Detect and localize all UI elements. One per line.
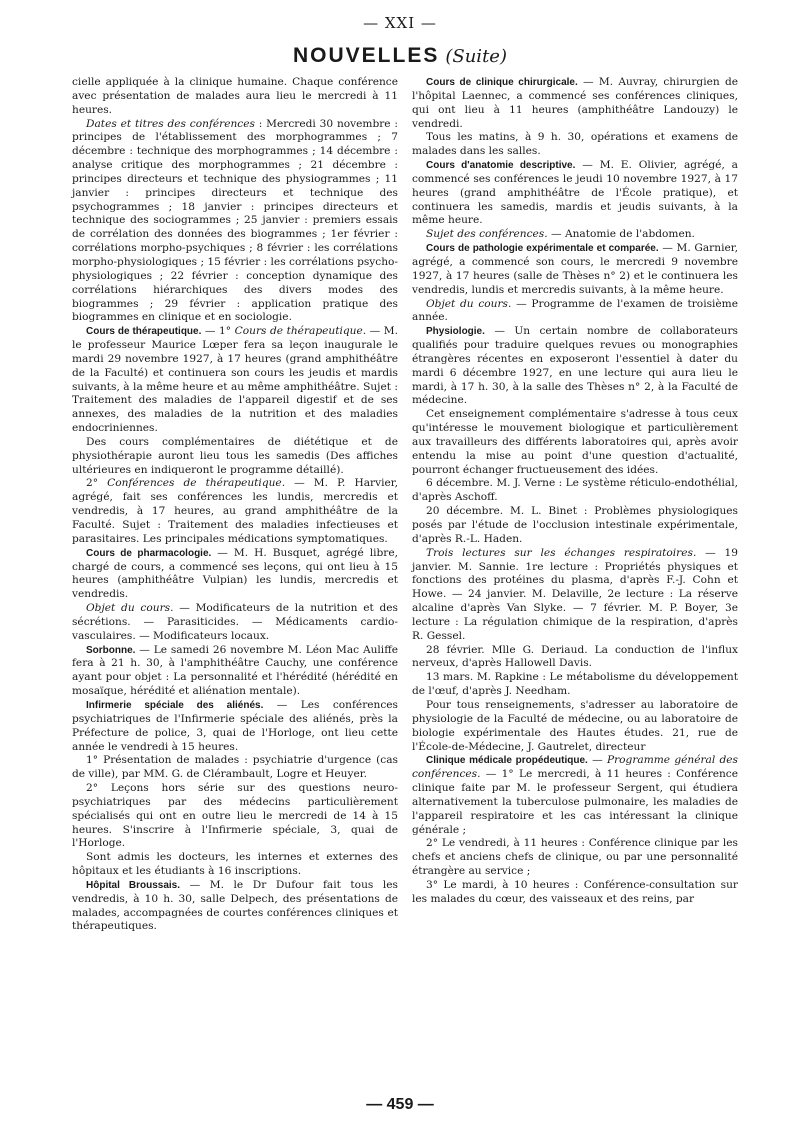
paragraph: 13 mars. M. Rapkine : Le métabolisme du développement de l'œuf, d'après J. Needham. <box>412 671 738 698</box>
italic-label: Conférences de thérapeutique. <box>107 477 286 490</box>
italic-label: Objet du cours. <box>426 297 512 310</box>
paragraph-text: — 1° Le mercredi, à 11 heures : Conférence clinique faite par M. le professeur Sergent, qui étudiera alternativement la tuberculose pulmonaire, les maladies de l'appareil respiratoire et les cas intéressant la clinique générale ; <box>412 768 738 836</box>
paragraph-text: : Mercredi 30 novembre : principes de l'établissement des morphogrammes ; 7 décembre : technique des morphogrammes ; 14 décembre : analyse critique des morphogrammes ; 21 décembre : principes directeurs et technique des physiogrammes ; 11 janvier : principes directeurs et technique des psychogrammes ; 18 janvier : principes directeurs et technique des sociogrammes ; 25 janvier : premiers essais de corrélation des données des biogrammes ; 1er février : corrélations morpho-psychiques ; 8 février : les corrélations morpho-physiologiques ; 15 février : les corrélations psycho-physiologiques ; 22 février : conception dynamique des corrélations hiérarchiques des divers modes des biogrammes ; 29 février : application pratique des biogrammes en clinique et en sociologie. <box>72 117 398 324</box>
paragraph: Tous les matins, à 9 h. 30, opérations et examens de malades dans les salles. <box>412 131 738 158</box>
title-subtitle: (Suite) <box>445 46 507 67</box>
paragraph-text: — Anatomie de l'abdomen. <box>547 228 695 241</box>
paragraph-text: — M. le Dr Dufour fait tous les vendredis, à 10 h. 30, salle Delpech, des présentations de malades, accompagnées de courtes conférences cliniques et thérapeutiques. <box>72 878 398 933</box>
paragraph-text: 2° <box>86 477 108 490</box>
paragraph <box>412 228 738 242</box>
paragraph-text: — M. Auvray, chirurgien de l'hôpital Laennec, a commencé ses conférences cliniques, qui ont lieu à 11 heures (amphithéâtre Landouzy) le vendredi. <box>412 76 738 130</box>
page-number: — 459 — <box>366 1096 434 1113</box>
paragraph-text: — Un certain nombre de collaborateurs qualifiés pour traduire quelques revues ou monographies étrangères récentes en exposeront l'essentiel à dater du mardi 6 décembre 1927, en une lecture qui aura lieu le mardi, à 17 h. 30, à la salle des Thèses n° 2, à la Faculté de médecine. <box>412 325 738 407</box>
paragraph-text: — <box>587 754 607 767</box>
paragraph: 3° Le mardi, à 10 heures : Conférence-consultation sur les malades du cœur, des vaisseaux et des reins, par <box>412 878 738 905</box>
section-heading: Cours de pharmacologie. <box>86 547 212 559</box>
section-heading: Sorbonne. <box>86 644 136 656</box>
right-column <box>412 76 738 907</box>
paragraph <box>412 242 738 297</box>
section-heading: Physiologie. <box>426 326 485 338</box>
paragraph <box>72 879 398 934</box>
paragraph-text: — Modificateurs de la nutrition et des sécrétions. — Parasiticides. — Médicaments cardio-vasculaires. — Modificateurs locaux. <box>72 602 398 642</box>
paragraph <box>412 76 738 131</box>
section-heading: Cours d'anatomie descriptive. <box>426 160 576 172</box>
section-heading: Clinique médicale propédeutique. <box>426 755 588 767</box>
paragraph <box>72 325 398 436</box>
italic-label: Programme général des conférences. <box>412 754 738 781</box>
paragraph: 1° Présentation de malades : psychiatrie d'urgence (cas de ville), par MM. G. de Clérambault, Logre et Heuyer. <box>72 754 398 781</box>
paragraph-text: — M. E. Olivier, agrégé, a commencé ses conférences le jeudi 10 novembre 1927, à 17 heures (grand amphithéâtre de l'École pratique), et continuera les samedis, mardis et jeudis suivants, à la même heure. <box>412 159 738 227</box>
paragraph <box>412 547 738 644</box>
left-column <box>72 76 398 934</box>
paragraph <box>72 602 398 644</box>
title-main: NOUVELLES <box>293 44 440 67</box>
paragraph <box>412 159 738 228</box>
section-heading: Hôpital Broussais. <box>86 879 181 891</box>
paragraph-text: — Les conférences psychiatriques de l'Infirmerie spéciale des aliénés, près la Préfecture de police, 3, quai de l'Horloge, ont lieu cette année le vendredi à 15 heures. <box>72 698 398 753</box>
paragraph: Cet enseignement complémentaire s'adresse à tous ceux qu'intéresse le mouvement biologique et particulièrement aux travailleurs des différents laboratoires qui, après avoir entendu la mise au point d'une question d'actualité, pourront échanger fructueusement des idées. <box>412 408 738 476</box>
paragraph: 20 décembre. M. L. Binet : Problèmes physiologiques posés par l'étude de l'occlusion intestinale expérimentale, d'après R.-L. Haden. <box>412 505 738 545</box>
paragraph-text: — Programme de l'examen de troisième année. <box>412 297 738 324</box>
paragraph-text: — M. le professeur Maurice Lœper fera sa leçon inaugurale le mardi 29 novembre 1927, à 17 heures (grand amphithéâtre de la Faculté) et continuera son cours les jeudis et mardis suivants, à la même heure et au même amphithéâtre. Sujet : Traitement des maladies de l'appareil digestif et de ses annexes, des maladies de la nutrition et des maladies endocriniennes. <box>72 325 399 435</box>
italic-label: Dates et titres des conférences <box>86 117 255 130</box>
italic-label: Sujet des conférences. <box>426 228 548 241</box>
paragraph: Des cours complémentaires de diététique et de physiothérapie auront lieu tous les samedis (Des affiches ultérieures en indiqueront le programme détaillé). <box>72 435 398 476</box>
paragraph <box>72 644 398 699</box>
paragraph <box>412 298 738 326</box>
paragraph: 2° Leçons hors série sur des questions neuro-psychiatriques par des médecins particulièrement spécialisés qui ont en outre lieu le mercredi de 14 à 15 heures. S'inscrire à l'Infirmerie spéciale, 3, quai de l'Horloge. <box>72 782 398 850</box>
paragraph <box>72 477 398 546</box>
paragraph <box>72 699 398 754</box>
paragraph-text: — M. H. Busquet, agrégé libre, chargé de cours, a commencé ses leçons, qui ont lieu à 15 heures (amphithéâtre Vulpian) les lundis, mercredis et vendredis. <box>72 546 398 601</box>
paragraph <box>72 547 398 602</box>
paragraph: 6 décembre. M. J. Verne : Le système réticulo-endothélial, d'après Aschoff. <box>412 477 738 504</box>
paragraph <box>412 325 738 408</box>
italic-label: Cours de thérapeutique. <box>234 325 367 338</box>
paragraph: 2° Le vendredi, à 11 heures : Conférence clinique par les chefs et anciens chefs de clinique, ou par une personnalité étrangère au service ; <box>412 837 738 878</box>
paragraph-text: — Le samedi 26 novembre M. Léon Mac Auliffe fera à 21 h. 30, à l'amphithéâtre Cauchy, une conférence ayant pour objet : La personnalité et l'hérédité (hérédité en mosaïque, hérédité et aliénation mentale). <box>72 643 398 698</box>
paragraph-text: — M. P. Harvier, agrégé, fait ses conférences les lundis, mercredis et vendredis, à 17 heures, au grand amphithéâtre de la Faculté. Sujet : Traitement des maladies infectieuses et parasitaires. Les principales médications symptomatiques. <box>72 477 399 545</box>
section-heading: Infirmerie spéciale des aliénés. <box>86 699 264 711</box>
section-heading: Cours de thérapeutique. <box>86 326 202 338</box>
page-title <box>0 44 800 68</box>
italic-label: Objet du cours. <box>86 602 174 615</box>
paragraph-text: — 1° <box>201 325 235 338</box>
section-heading: Cours de clinique chirurgicale. <box>426 77 578 88</box>
roman-page-number: — XXI — <box>363 14 437 32</box>
paragraph-text: — M. Garnier, agrégé, a commencé son cours, le mercredi 9 novembre 1927, à 17 heures (salle de Thèses n° 2) et le continuera les vendredis, lundis et mercredis suivants, à la même heure. <box>412 242 738 296</box>
paragraph: Sont admis les docteurs, les internes et externes des hôpitaux et les étudiants à 16 inscriptions. <box>72 851 398 878</box>
paragraph: 28 février. Mlle G. Deriaud. La conduction de l'influx nerveux, d'après Hallowell Davis. <box>412 643 738 670</box>
section-heading: Cours de pathologie expérimentale et comparée. <box>426 243 659 255</box>
paragraph <box>412 754 738 837</box>
italic-label: Trois lectures sur les échanges respiratoires. <box>426 546 697 559</box>
paragraph: Pour tous renseignements, s'adresser au laboratoire de physiologie de la Faculté de médecine, ou au laboratoire de biologie expérimentale des Hautes études. 21, rue de l'École-de-Médecine, J. Gautrelet, directeur <box>412 698 738 753</box>
paragraph-text: — 19 janvier. M. Sannie. 1re lecture : Propriétés physiques et fonctions des protéines du plasma, d'après F.-J. Cohn et Howe. — 24 janvier. M. Delaville, 2e lecture : La réserve alcaline d'après Van Slyke. — 7 février. M. P. Boyer, 3e lecture : La régulation chimique de la respiration, d'après R. Gessel. <box>412 546 738 642</box>
paragraph: cielle appliquée à la clinique humaine. Chaque conférence avec présentation de malades aura lieu le mercredi à 11 heures. <box>72 76 398 116</box>
paragraph <box>72 118 398 326</box>
